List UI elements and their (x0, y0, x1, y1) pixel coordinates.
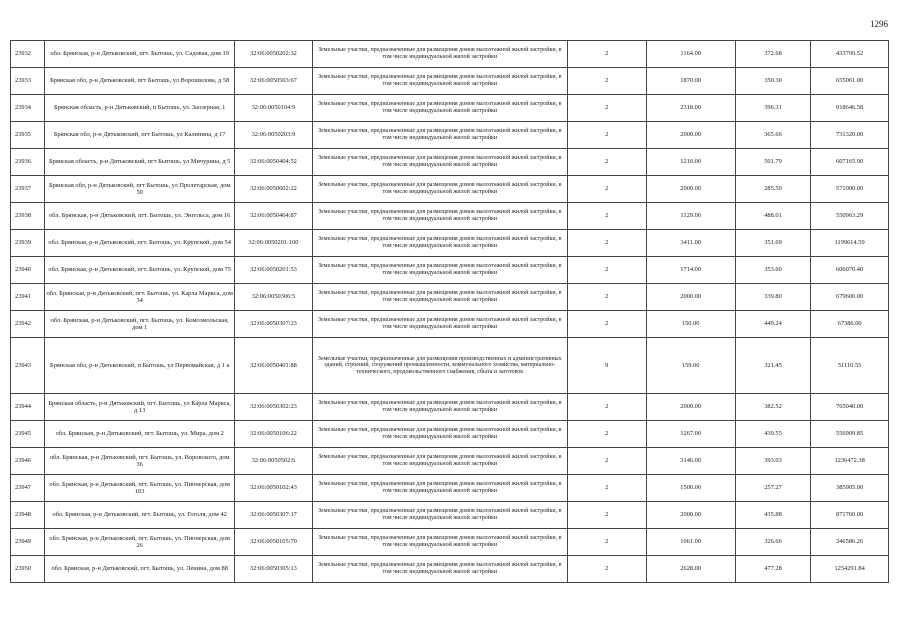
row-number-cell: 23937 (11, 176, 45, 203)
specific-value-cell: 477.28 (735, 556, 810, 583)
cadastral-number-cell: 32:06:0050307:23 (235, 311, 313, 338)
area-cell: 1164.00 (646, 41, 735, 68)
table-row (11, 149, 889, 176)
specific-value-cell: 351.69 (735, 230, 810, 257)
specific-value-cell: 449.24 (735, 311, 810, 338)
row-number-cell: 23948 (11, 502, 45, 529)
cadastral-number-cell: 32:06:0050201:53 (235, 257, 313, 284)
area-cell: 159.00 (646, 338, 735, 394)
area-cell: 1061.00 (646, 529, 735, 556)
address-cell: обл. Брянская, р-н Дятьковский, пгт. Бытошь, ул. Гоголя, дом 42 (45, 502, 235, 529)
table-row (11, 284, 889, 311)
cadastral-number-cell: 32:06:0050503:67 (235, 68, 313, 95)
cadastral-value-cell: 1199614.59 (811, 230, 889, 257)
area-cell: 2318.00 (646, 95, 735, 122)
cadastral-number-cell: 32:06:0050307:17 (235, 502, 313, 529)
category-cell: 2 (567, 502, 646, 529)
table-row (11, 448, 889, 475)
area-cell: 2628.00 (646, 556, 735, 583)
land-use-cell: Земельные участки, предназначенные для размещения домов малоэтажной жилой застройки, в том числе индивидуальной жилой застройки (312, 311, 567, 338)
address-cell: обл. Брянская, р-н Дятьковский, пгт. Бытошь, ул. Пионерская, дом 103 (45, 475, 235, 502)
row-number-cell: 23942 (11, 311, 45, 338)
row-number-cell: 23946 (11, 448, 45, 475)
row-number-cell: 23936 (11, 149, 45, 176)
land-use-cell: Земельные участки, предназначенные для размещения домов малоэтажной жилой застройки, в том числе индивидуальной жилой застройки (312, 176, 567, 203)
row-number-cell: 23949 (11, 529, 45, 556)
address-cell: обл. Брянская, р-н Дятьковский, пгт. Бытошь, ул. Садовая, дом 19 (45, 41, 235, 68)
specific-value-cell: 257.27 (735, 475, 810, 502)
category-cell: 2 (567, 556, 646, 583)
cadastral-number-cell: 32:06:0050306:5 (235, 284, 313, 311)
specific-value-cell: 393.03 (735, 448, 810, 475)
table-row (11, 421, 889, 448)
address-cell: Брянская область, р-н Дятьковский, п Бытошь, ул. Заозерная, 1 (45, 95, 235, 122)
land-use-cell: Земельные участки, предназначенные для размещения домов малоэтажной жилой застройки, в том числе индивидуальной жилой застройки (312, 502, 567, 529)
area-cell: 2000.00 (646, 176, 735, 203)
land-use-cell: Земельные участки, предназначенные для размещения домов малоэтажной жилой застройки, в том числе индивидуальной жилой застройки (312, 203, 567, 230)
row-number-cell: 23933 (11, 68, 45, 95)
address-cell: Брянская обл, р-н Дятьковский, пгт Бытошь, ул Ворошилова, д 58 (45, 68, 235, 95)
address-cell: Брянская обл, р-н Дятьковский, пгт Бытошь, ул Калинина, д 17 (45, 122, 235, 149)
category-cell: 2 (567, 95, 646, 122)
table-row (11, 556, 889, 583)
cadastral-value-cell: 385905.00 (811, 475, 889, 502)
category-cell: 2 (567, 257, 646, 284)
address-cell: обл. Брянская, р-н Дятьковский, пгт. Бытошь, ул. Мира, дом 2 (45, 421, 235, 448)
table-row (11, 311, 889, 338)
specific-value-cell: 488.01 (735, 203, 810, 230)
address-cell: обл. Брянская, р-н Дятьковский, пгт. Бытошь, ул. Карла Маркса, дом 34 (45, 284, 235, 311)
cadastral-number-cell: 32:06:0050104:9 (235, 95, 313, 122)
specific-value-cell: 372.68 (735, 41, 810, 68)
specific-value-cell: 326.66 (735, 529, 810, 556)
row-number-cell: 23945 (11, 421, 45, 448)
category-cell: 9 (567, 338, 646, 394)
specific-value-cell: 435.88 (735, 502, 810, 529)
cadastral-number-cell: 32:06:0050305:13 (235, 556, 313, 583)
specific-value-cell: 339.80 (735, 284, 810, 311)
specific-value-cell: 501.79 (735, 149, 810, 176)
cadastral-value-cell: 765040.00 (811, 394, 889, 421)
address-cell: обл. Брянская, р-н Дятьковский, пгт. Бытошь, ул. Крупской, дом 54 (45, 230, 235, 257)
category-cell: 2 (567, 41, 646, 68)
land-use-cell: Земельные участки, предназначенные для размещения домов малоэтажной жилой застройки, в том числе индивидуальной жилой застройки (312, 421, 567, 448)
cadastral-value-cell: 550963.29 (811, 203, 889, 230)
land-use-cell: Земельные участки, предназначенные для размещения домов малоэтажной жилой застройки, в том числе индивидуальной жилой застройки (312, 529, 567, 556)
cadastral-value-cell: 1236472.38 (811, 448, 889, 475)
land-use-cell: Земельные участки, предназначенные для размещения домов малоэтажной жилой застройки, в том числе индивидуальной жилой застройки (312, 95, 567, 122)
area-cell: 2000.00 (646, 502, 735, 529)
category-cell: 2 (567, 176, 646, 203)
cadastral-value-cell: 51110.55 (811, 338, 889, 394)
area-cell: 1210.00 (646, 149, 735, 176)
address-cell: обл. Брянская, р-н Дятьковский, пгт. Бытошь, ул. Пионерская, дом 26 (45, 529, 235, 556)
row-number-cell: 23940 (11, 257, 45, 284)
row-number-cell: 23941 (11, 284, 45, 311)
area-cell: 150.00 (646, 311, 735, 338)
cadastral-number-cell: 32:06:0050203:9 (235, 122, 313, 149)
land-use-cell: Земельные участки, предназначенные для размещения домов малоэтажной жилой застройки, в том числе индивидуальной жилой застройки (312, 122, 567, 149)
specific-value-cell: 285.50 (735, 176, 810, 203)
area-cell: 1870.00 (646, 68, 735, 95)
specific-value-cell: 439.55 (735, 421, 810, 448)
cadastral-number-cell: 32:06:0050404:52 (235, 149, 313, 176)
address-cell: обл. Брянская, р-н Дятьковский, пгт. Бытошь, ул. Энгельса, дом 16 (45, 203, 235, 230)
category-cell: 2 (567, 230, 646, 257)
cadastral-number-cell: 32:06:0050105:70 (235, 529, 313, 556)
table-row (11, 176, 889, 203)
category-cell: 2 (567, 68, 646, 95)
category-cell: 2 (567, 149, 646, 176)
area-cell: 2000.00 (646, 122, 735, 149)
cadastral-value-cell: 655061.00 (811, 68, 889, 95)
category-cell: 2 (567, 529, 646, 556)
table-row (11, 338, 889, 394)
cadastral-number-cell: 32:06:0050404:87 (235, 203, 313, 230)
cadastral-number-cell: 32:06:0050106:22 (235, 421, 313, 448)
land-use-cell: Земельные участки, предназначенные для размещения домов малоэтажной жилой застройки, в том числе индивидуальной жилой застройки (312, 230, 567, 257)
row-number-cell: 23947 (11, 475, 45, 502)
land-use-cell: Земельные участки, предназначенные для размещения домов малоэтажной жилой застройки, в том числе индивидуальной жилой застройки (312, 448, 567, 475)
cadastral-number-cell: 32:06:0050401:88 (235, 338, 313, 394)
specific-value-cell: 382.52 (735, 394, 810, 421)
cadastral-value-table (10, 40, 889, 583)
address-cell: Брянская область, р-н Дятьковский, пгт Бытошь, ул Мичурина, д 5 (45, 149, 235, 176)
cadastral-value-cell: 918646.58 (811, 95, 889, 122)
category-cell: 2 (567, 448, 646, 475)
address-cell: обл. Брянская, р-н Дятьковский, пгт. Бытошь, ул. Воровского, дом 36 (45, 448, 235, 475)
table-row (11, 41, 889, 68)
cadastral-value-cell: 679600.00 (811, 284, 889, 311)
table-row (11, 203, 889, 230)
category-cell: 2 (567, 311, 646, 338)
address-cell: Брянская область, р-н Дятьковский, пгт. Бытошь, ул Карла Маркса, д 13 (45, 394, 235, 421)
table-body (11, 41, 889, 583)
row-number-cell: 23944 (11, 394, 45, 421)
cadastral-value-cell: 346586.26 (811, 529, 889, 556)
table-row (11, 122, 889, 149)
address-cell: Брянская обл, р-н Дятьковский, п Бытошь, ул Первомайская, д 1 а (45, 338, 235, 394)
row-number-cell: 23950 (11, 556, 45, 583)
cadastral-number-cell: 32:06:0050602:22 (235, 176, 313, 203)
land-use-cell: Земельные участки, предназначенные для размещения домов малоэтажной жилой застройки, в том числе индивидуальной жилой застройки (312, 257, 567, 284)
area-cell: 1500.00 (646, 475, 735, 502)
land-use-cell: Земельные участки, предназначенные для размещения домов малоэтажной жилой застройки, в том числе индивидуальной жилой застройки (312, 68, 567, 95)
category-cell: 2 (567, 475, 646, 502)
land-use-cell: Земельные участки, предназначенные для размещения домов малоэтажной жилой застройки, в том числе индивидуальной жилой застройки (312, 475, 567, 502)
area-cell: 2000.00 (646, 394, 735, 421)
row-number-cell: 23943 (11, 338, 45, 394)
address-cell: Брянская обл, р-н Дятьковский, пгт Бытошь, ул Пролетарская, дом 50 (45, 176, 235, 203)
table-row (11, 257, 889, 284)
cadastral-number-cell: 32:06:0050201:100 (235, 230, 313, 257)
page-number: 1296 (870, 19, 888, 29)
specific-value-cell: 321.45 (735, 338, 810, 394)
address-cell: обл. Брянская, р-н Дятьковский, пгт. Бытошь, ул. Крупской, дом 75 (45, 257, 235, 284)
category-cell: 2 (567, 421, 646, 448)
cadastral-value-cell: 871760.00 (811, 502, 889, 529)
table-row (11, 529, 889, 556)
row-number-cell: 23939 (11, 230, 45, 257)
row-number-cell: 23932 (11, 41, 45, 68)
land-use-cell: Земельные участки, предназначенные для размещения домов малоэтажной жилой застройки, в том числе индивидуальной жилой застройки (312, 556, 567, 583)
cadastral-value-cell: 433799.52 (811, 41, 889, 68)
cadastral-value-cell: 1254291.84 (811, 556, 889, 583)
cadastral-number-cell: 32:06:0050202:32 (235, 41, 313, 68)
specific-value-cell: 350.30 (735, 68, 810, 95)
table-row (11, 230, 889, 257)
cadastral-value-cell: 571000.00 (811, 176, 889, 203)
area-cell: 1714.00 (646, 257, 735, 284)
land-use-cell: Земельные участки, предназначенные для размещения производственных и административных зданий, строений, сооружений промышленности, коммунального хозяйства, материально-технического, продовольственного снабжения, сбыта и заготовок (312, 338, 567, 394)
cadastral-number-cell: 32:06:0050502:6 (235, 448, 313, 475)
specific-value-cell: 353.60 (735, 257, 810, 284)
land-use-cell: Земельные участки, предназначенные для размещения домов малоэтажной жилой застройки, в том числе индивидуальной жилой застройки (312, 41, 567, 68)
address-cell: обл. Брянская, р-н Дятьковский, пгт. Бытошь, ул. Комсомольская, дом 1 (45, 311, 235, 338)
table-row (11, 394, 889, 421)
area-cell: 3146.00 (646, 448, 735, 475)
cadastral-value-cell: 67386.00 (811, 311, 889, 338)
cadastral-value-cell: 731320.00 (811, 122, 889, 149)
row-number-cell: 23934 (11, 95, 45, 122)
table-row (11, 95, 889, 122)
cadastral-value-cell: 606070.40 (811, 257, 889, 284)
land-use-cell: Земельные участки, предназначенные для размещения домов малоэтажной жилой застройки, в том числе индивидуальной жилой застройки (312, 149, 567, 176)
table-row (11, 68, 889, 95)
row-number-cell: 23935 (11, 122, 45, 149)
cadastral-number-cell: 32:06:0050302:23 (235, 394, 313, 421)
category-cell: 2 (567, 394, 646, 421)
table-row (11, 475, 889, 502)
category-cell: 2 (567, 203, 646, 230)
area-cell: 2000.00 (646, 284, 735, 311)
specific-value-cell: 365.66 (735, 122, 810, 149)
table-row (11, 502, 889, 529)
area-cell: 1267.00 (646, 421, 735, 448)
row-number-cell: 23938 (11, 203, 45, 230)
cadastral-number-cell: 32:06:0050102:43 (235, 475, 313, 502)
category-cell: 2 (567, 284, 646, 311)
specific-value-cell: 396.31 (735, 95, 810, 122)
land-use-cell: Земельные участки, предназначенные для размещения домов малоэтажной жилой застройки, в том числе индивидуальной жилой застройки (312, 394, 567, 421)
category-cell: 2 (567, 122, 646, 149)
area-cell: 1129.00 (646, 203, 735, 230)
address-cell: обл. Брянская, р-н Дятьковский, пгт. Бытошь, ул. Ленина, дом 88 (45, 556, 235, 583)
area-cell: 3411.00 (646, 230, 735, 257)
cadastral-value-cell: 556909.85 (811, 421, 889, 448)
land-use-cell: Земельные участки, предназначенные для размещения домов малоэтажной жилой застройки, в том числе индивидуальной жилой застройки (312, 284, 567, 311)
cadastral-value-cell: 607165.90 (811, 149, 889, 176)
